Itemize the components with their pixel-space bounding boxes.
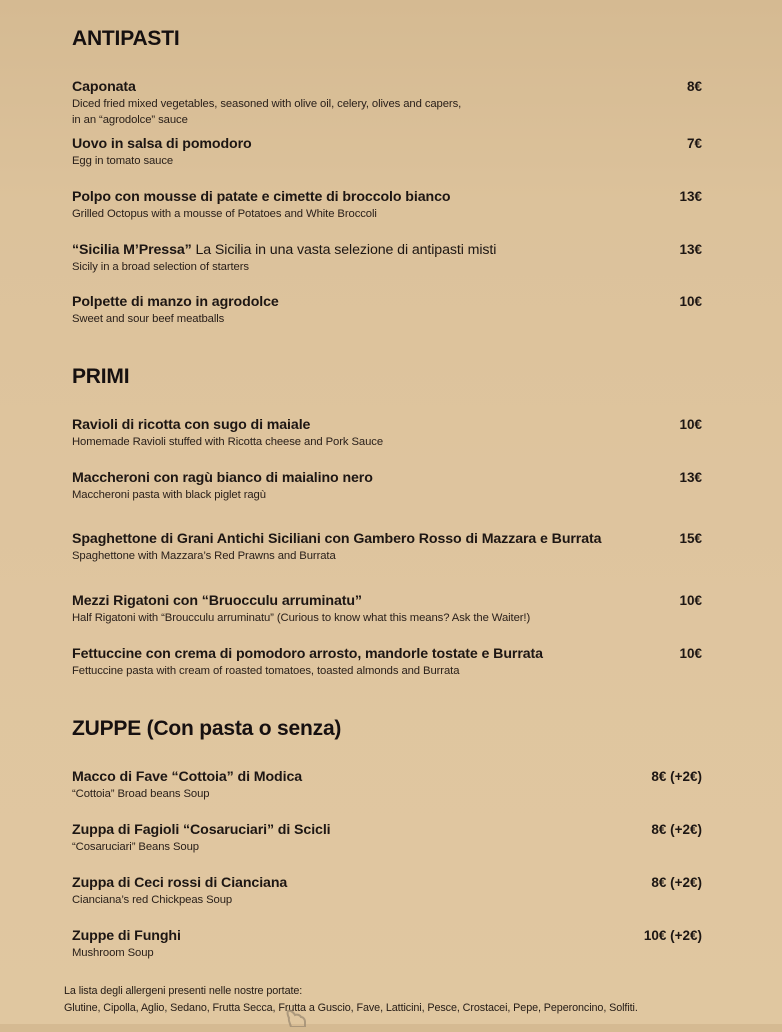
item-description: Grilled Octopus with a mousse of Potatoes and White Broccoli [72,208,377,220]
item-price: 8€ (+2€) [651,875,702,890]
item-description: Cianciana’s red Chickpeas Soup [72,894,233,906]
item-description: Spaghettone with Mazzara’s Red Prawns and Burrata [72,550,336,562]
item-price: 10€ [679,417,702,432]
menu-item [72,768,702,802]
item-name-subtitle: La Sicilia in una vasta selezione di antipasti misti [191,242,497,258]
menu-item [72,592,702,626]
section-title-primi: PRIMI [72,365,130,388]
menu-item [72,135,702,169]
item-name: Zuppe di Funghi [72,928,181,944]
menu-item [72,78,702,128]
item-name: Spaghettone di Grani Antichi Siciliani con Gambero Rosso di Mazzara e Burrata [72,531,602,547]
menu-item [72,188,702,222]
item-price: 13€ [679,242,702,257]
menu-item [72,821,702,855]
allergens-heading: La lista degli allergeni presenti nelle nostre portate: [64,985,303,997]
item-description: Sicily in a broad selection of starters [72,261,249,273]
item-description: in an “agrodolce” sauce [72,114,188,126]
item-name: Zuppa di Fagioli “Cosaruciari” di Scicli [72,822,331,838]
item-name: Uovo in salsa di pomodoro [72,136,252,152]
section-title-zuppe: ZUPPE (Con pasta o senza) [72,717,342,740]
item-name: Macco di Fave “Cottoia” di Modica [72,769,303,785]
item-description: Homemade Ravioli stuffed with Ricotta cheese and Pork Sauce [72,436,383,448]
item-name: Polpette di manzo in agrodolce [72,294,279,310]
item-price: 15€ [679,531,702,546]
item-price: 10€ [679,646,702,661]
menu-item [72,927,702,961]
item-description: “Cottoia” Broad beans Soup [72,788,210,800]
menu-item [72,293,702,327]
item-description: Half Rigatoni with “Broucculu arruminatu” (Curious to know what this means? Ask the Waiter!) [72,612,531,624]
item-description: Maccheroni pasta with black piglet ragù [72,489,266,501]
item-name: Caponata [72,79,136,95]
item-description: Egg in tomato sauce [72,155,174,167]
menu-item [72,469,702,503]
allergens-note [64,983,638,1017]
item-price: 8€ (+2€) [651,769,702,784]
item-name: Zuppa di Ceci rossi di Cianciana [72,875,288,891]
menu-item [72,874,702,908]
item-name: “Sicilia M’Pressa” La Sicilia in una vasta selezione di antipasti misti [72,242,497,258]
allergens-list: Glutine, Cipolla, Aglio, Sedano, Frutta Secca, Frutta a Guscio, Fave, Latticini, Pesce, Crostacei, Pepe, Peperoncino, Solfiti. [64,1002,638,1014]
section-title-antipasti: ANTIPASTI [72,27,180,50]
menu-item [72,416,702,450]
item-name: Maccheroni con ragù bianco di maialino nero [72,470,373,486]
menu-item [72,645,702,679]
item-name: Fettuccine con crema di pomodoro arrosto, mandorle tostate e Burrata [72,646,543,662]
menu-item [72,241,702,275]
item-price: 8€ (+2€) [651,822,702,837]
item-name: Polpo con mousse di patate e cimette di broccolo bianco [72,189,451,205]
item-price: 7€ [686,136,702,151]
item-price: 10€ [679,294,702,309]
item-price: 13€ [679,189,702,204]
item-description: Diced fried mixed vegetables, seasoned with olive oil, celery, olives and capers, [72,98,462,110]
item-name: Mezzi Rigatoni con “Bruocculu arruminatu” [72,593,362,609]
menu-item [72,530,702,564]
item-price: 10€ (+2€) [643,928,702,943]
item-name: Ravioli di ricotta con sugo di maiale [72,417,311,433]
item-description: Mushroom Soup [72,947,154,959]
item-description: Sweet and sour beef meatballs [72,313,225,325]
item-price: 10€ [679,593,702,608]
hand-cursor-icon [285,1009,309,1027]
item-price: 13€ [679,470,702,485]
item-description: Fettuccine pasta with cream of roasted tomatoes, toasted almonds and Burrata [72,665,460,677]
item-description: “Cosaruciari” Beans Soup [72,841,199,853]
item-price: 8€ [686,79,702,94]
